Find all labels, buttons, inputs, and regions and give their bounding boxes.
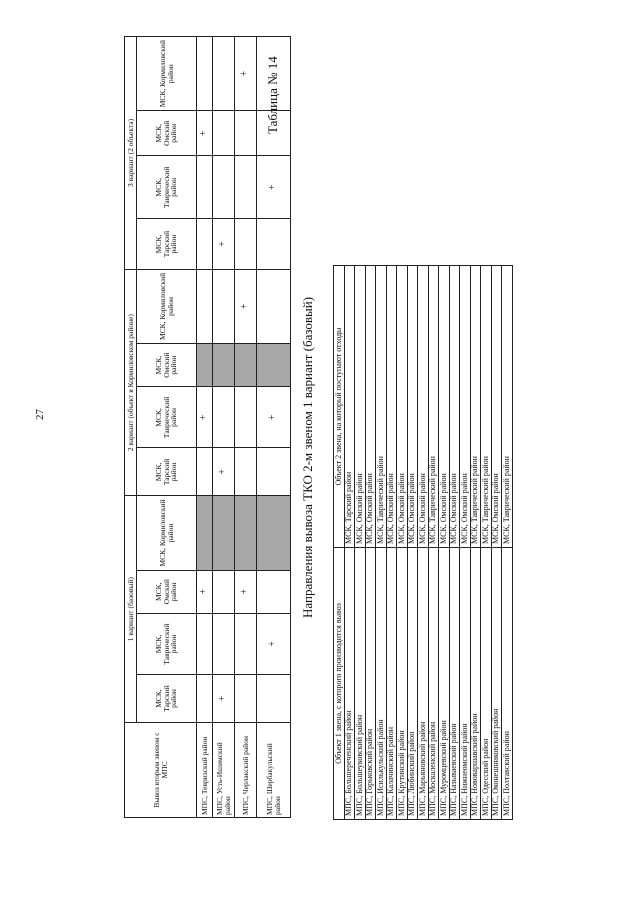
cell: + [213, 675, 235, 723]
col-header: МСК, Таврический район [137, 387, 197, 448]
corner-header: Вывоз вторым звеном с МПС [125, 722, 197, 817]
cell [235, 613, 257, 674]
cell: + [235, 37, 257, 111]
col-header: МСК, Тарский район [137, 675, 197, 723]
cell [235, 387, 257, 448]
source-cell: МПС, Оконешниковский район [491, 548, 502, 820]
source-cell: МПС, Нововаршавский район [470, 548, 481, 820]
source-cell: МПС, Калачинский район [386, 548, 397, 820]
table-row [386, 266, 397, 820]
col-header: МСК, Таврический район [137, 613, 197, 674]
column-header-row [137, 37, 197, 818]
group-header-2: 2 вариант (объект в Кормиловском районе) [125, 269, 137, 496]
table-row [470, 266, 481, 820]
table-row [428, 266, 439, 820]
table-row [460, 266, 471, 820]
cell [257, 675, 291, 723]
table-row [418, 266, 429, 820]
table-row [376, 266, 387, 820]
source-cell: МПС, Любинский район [407, 548, 418, 820]
cell [235, 448, 257, 496]
cell: + [197, 111, 213, 156]
destination-cell: МСК, Омский район [460, 266, 471, 548]
cell [235, 219, 257, 270]
cell: + [197, 570, 213, 613]
table-row [355, 266, 366, 820]
row-label: МПС, Черлакский район [235, 722, 257, 817]
col-header: МСК, Омский район [137, 344, 197, 387]
destination-cell: МСК, Омский район [365, 266, 376, 548]
col-header: МСК, Таврический район [137, 156, 197, 219]
group-header-3: 3 вариант (2 объекта) [125, 37, 137, 270]
source-cell: МПС, Крутинский район [397, 548, 408, 820]
source-cell: МПС, Большереченский район [344, 548, 355, 820]
col-header: МСК, Тарский район [137, 219, 197, 270]
cell [213, 269, 235, 343]
table-row [502, 266, 513, 820]
row-label: МПС, Тевризский район [197, 722, 213, 817]
destination-cell: МСК, Таврический район [481, 266, 492, 548]
source-cell: МПС, Нижнеомский район [460, 548, 471, 820]
destination-cell: МСК, Таврический район [376, 266, 387, 548]
cell [257, 570, 291, 613]
destination-cell: МСК, Омский район [449, 266, 460, 548]
destination-cell: МСК, Таврический район [470, 266, 481, 548]
section-title: Направления вывоза ТКО 2-м звеном 1 вариант (базовый) [300, 296, 315, 618]
col-header: МСК, Тарский район [137, 448, 197, 496]
row-label: МПС, Усть-Ишимский район [213, 722, 235, 817]
source-cell: МПС, Полтавский район [502, 548, 513, 820]
group-header-row [125, 37, 137, 818]
cell [197, 448, 213, 496]
destination-cell: МСК, Таврический район [502, 266, 513, 548]
cell [197, 156, 213, 219]
cell [197, 613, 213, 674]
cell [257, 219, 291, 270]
table-row [197, 37, 213, 818]
cell [235, 344, 257, 387]
col-header: МСК, Кормиловский район [137, 496, 197, 570]
directions-table-wrapper [333, 265, 513, 820]
cell: + [257, 613, 291, 674]
col-header: МСК, Омский район [137, 111, 197, 156]
source-cell: МПС, Марьяновский район [418, 548, 429, 820]
cell [257, 344, 291, 387]
cell [197, 675, 213, 723]
header-destination: Объект 2 звена, на который поступают отходы [334, 266, 345, 548]
cell [213, 111, 235, 156]
cell: + [257, 156, 291, 219]
destination-cell: МСК, Тарский район [344, 266, 355, 548]
destination-cell: МСК, Таврический район [428, 266, 439, 548]
cell [235, 156, 257, 219]
table-row [213, 37, 235, 818]
directions-table-body [344, 266, 512, 820]
destination-cell: МСК, Омский район [439, 266, 450, 548]
col-header: МСК, Омский район [137, 570, 197, 613]
table-row [491, 266, 502, 820]
destination-cell: МСК, Омский район [355, 266, 366, 548]
source-cell: МПС, Муромцевский район [439, 548, 450, 820]
cell [213, 344, 235, 387]
table-row [235, 37, 257, 818]
cell [213, 387, 235, 448]
table-row [407, 266, 418, 820]
col-header: МСК, Кормиловский район [137, 37, 197, 111]
table-row [365, 266, 376, 820]
table-row [344, 266, 355, 820]
cell: + [213, 219, 235, 270]
cell [197, 37, 213, 111]
cell [197, 219, 213, 270]
directions-table [333, 265, 513, 820]
page-number: 27 [34, 409, 46, 420]
source-cell: МПС, Исилькульский район [376, 548, 387, 820]
cell [213, 570, 235, 613]
source-cell: МПС, Называевский район [449, 548, 460, 820]
cell [213, 613, 235, 674]
variants-table [124, 36, 291, 818]
cell [213, 37, 235, 111]
source-cell: МПС, Горьковский район [365, 548, 376, 820]
cell [235, 675, 257, 723]
table-row [397, 266, 408, 820]
destination-cell: МСК, Омский район [397, 266, 408, 548]
source-cell: МПС, Москаленский район [428, 548, 439, 820]
row-label: МПС, Шербакульский район [257, 722, 291, 817]
table-row [481, 266, 492, 820]
cell: + [235, 570, 257, 613]
cell [235, 496, 257, 570]
table-number-label: Таблица № 14 [265, 56, 280, 134]
variants-table-wrapper [124, 36, 291, 818]
destination-cell: МСК, Омский район [386, 266, 397, 548]
destination-cell: МСК, Омский район [491, 266, 502, 548]
header-source: Объект 1 звена, с которого производится вывоз [334, 548, 345, 820]
source-cell: МПС, Большеуковский район [355, 548, 366, 820]
cell [213, 156, 235, 219]
destination-cell: МСК, Омский район [418, 266, 429, 548]
table-row [439, 266, 450, 820]
header-row [334, 266, 345, 820]
table-row [449, 266, 460, 820]
cell [213, 496, 235, 570]
cell [197, 496, 213, 570]
cell: + [197, 387, 213, 448]
col-header: МСК, Кормиловский район [137, 269, 197, 343]
group-header-1: 1 вариант (базовый) [125, 496, 137, 723]
cell: + [213, 448, 235, 496]
cell [257, 448, 291, 496]
cell: + [235, 269, 257, 343]
table-row [257, 37, 291, 818]
source-cell: МПС, Одесский район [481, 548, 492, 820]
cell [235, 111, 257, 156]
cell [197, 344, 213, 387]
cell [257, 269, 291, 343]
cell: + [257, 387, 291, 448]
cell [197, 269, 213, 343]
cell [257, 496, 291, 570]
destination-cell: МСК, Омский район [407, 266, 418, 548]
